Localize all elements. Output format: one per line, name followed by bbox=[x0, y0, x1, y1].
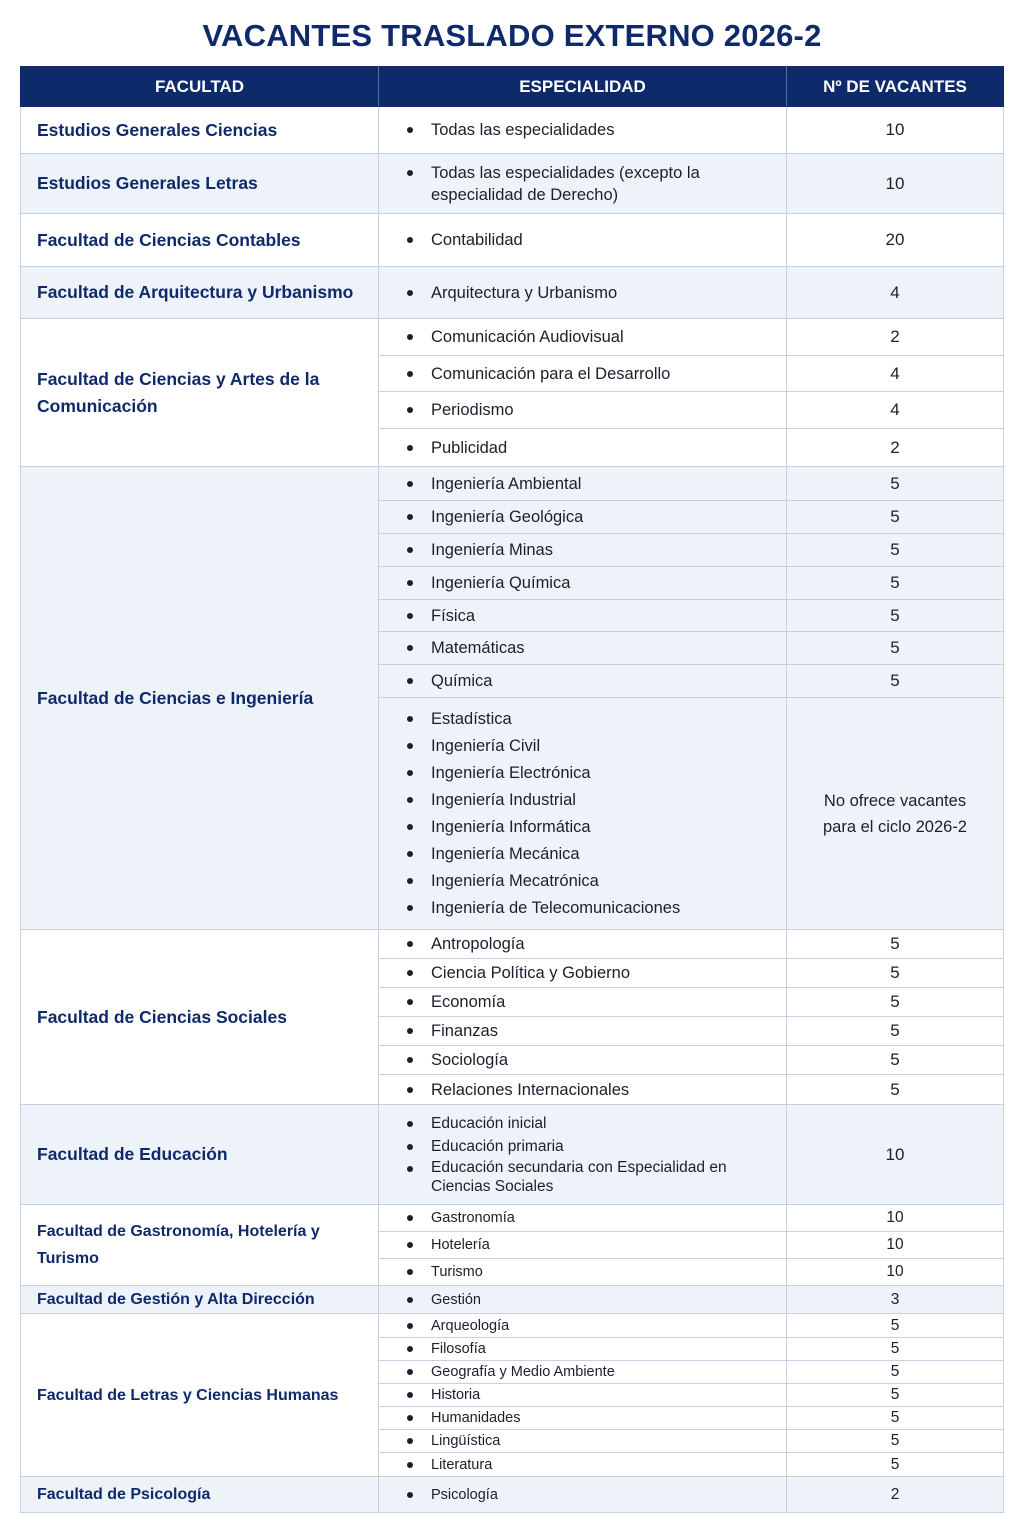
especialidad-item: Gastronomía bbox=[407, 1208, 776, 1228]
table-row bbox=[21, 319, 1004, 356]
especialidad-item: Periodismo bbox=[407, 399, 776, 421]
facultad-cell: Facultad de Psicología bbox=[21, 1477, 379, 1513]
vacantes-cell: 4 bbox=[787, 356, 1004, 392]
especialidad-item: Filosofía bbox=[407, 1339, 776, 1359]
especialidad-item: Ingeniería Ambiental bbox=[407, 473, 776, 495]
header-vacantes: Nº DE VACANTES bbox=[787, 67, 1004, 107]
vacantes-cell: 5 bbox=[787, 1453, 1004, 1477]
facultad-cell: Facultad de Ciencias e Ingeniería bbox=[21, 467, 379, 930]
table-row bbox=[21, 930, 1004, 959]
especialidad-item: Psicología bbox=[407, 1485, 776, 1505]
vacantes-cell: 5 bbox=[787, 1314, 1004, 1338]
table-row bbox=[21, 214, 1004, 267]
vacantes-cell: 5 bbox=[787, 930, 1004, 959]
vacantes-cell: 5 bbox=[787, 1384, 1004, 1407]
especialidad-item: Sociología bbox=[407, 1049, 776, 1071]
especialidad-item: Ingeniería Industrial bbox=[407, 787, 776, 814]
especialidad-item: Ingeniería Química bbox=[407, 572, 776, 594]
facultad-cell: Estudios Generales Ciencias bbox=[21, 107, 379, 154]
vacancies-table bbox=[20, 66, 1004, 1513]
group-educacion bbox=[21, 1105, 1004, 1205]
especialidad-item: Ingeniería Civil bbox=[407, 733, 776, 760]
vacantes-cell: 2 bbox=[787, 429, 1004, 467]
vacantes-cell: 2 bbox=[787, 1477, 1004, 1513]
group-psicologia bbox=[21, 1477, 1004, 1513]
vacantes-cell: 10 bbox=[787, 1259, 1004, 1286]
especialidad-item: Publicidad bbox=[407, 437, 776, 459]
especialidad-item: Literatura bbox=[407, 1455, 776, 1475]
vacantes-cell: 5 bbox=[787, 632, 1004, 665]
especialidad-item: Antropología bbox=[407, 933, 776, 955]
vacantes-cell: 5 bbox=[787, 959, 1004, 988]
group-arquitectura bbox=[21, 267, 1004, 319]
table-row bbox=[21, 107, 1004, 154]
vacantes-cell: 10 bbox=[787, 1232, 1004, 1259]
page-title: VACANTES TRASLADO EXTERNO 2026-2 bbox=[202, 18, 822, 53]
especialidad-item: Ingeniería Geológica bbox=[407, 506, 776, 528]
especialidad-item: Ciencia Política y Gobierno bbox=[407, 962, 776, 984]
especialidad-item: Comunicación para el Desarrollo bbox=[407, 363, 776, 385]
especialidad-item: Geografía y Medio Ambiente bbox=[407, 1362, 776, 1382]
especialidad-item: Ingeniería Electrónica bbox=[407, 760, 776, 787]
vacantes-cell: 5 bbox=[787, 1017, 1004, 1046]
especialidad-item: Arquitectura y Urbanismo bbox=[407, 282, 776, 304]
vacantes-cell: 5 bbox=[787, 1430, 1004, 1453]
facultad-cell: Facultad de Ciencias y Artes de la Comunicación bbox=[21, 319, 379, 467]
especialidad-item: Finanzas bbox=[407, 1020, 776, 1042]
no-vacantes-note: No ofrece vacantes para el ciclo 2026-2 bbox=[787, 698, 1004, 930]
table-row bbox=[21, 1205, 1004, 1232]
facultad-cell: Facultad de Educación bbox=[21, 1105, 379, 1205]
group-contables bbox=[21, 214, 1004, 267]
especialidad-item: Estadística bbox=[407, 706, 776, 733]
table-row bbox=[21, 154, 1004, 214]
table-row bbox=[21, 1286, 1004, 1314]
especialidad-item: Ingeniería Mecatrónica bbox=[407, 868, 776, 895]
header-facultad: FACULTAD bbox=[21, 67, 379, 107]
especialidad-item: Ingeniería Mecánica bbox=[407, 841, 776, 868]
facultad-cell: Facultad de Gestión y Alta Dirección bbox=[21, 1286, 379, 1314]
especialidad-item: Turismo bbox=[407, 1262, 776, 1282]
group-gastronomia bbox=[21, 1205, 1004, 1286]
facultad-cell: Facultad de Arquitectura y Urbanismo bbox=[21, 267, 379, 319]
especialidad-item: Matemáticas bbox=[407, 637, 776, 659]
especialidad-item: Comunicación Audiovisual bbox=[407, 326, 776, 348]
table-header-row bbox=[21, 67, 1004, 107]
vacantes-cell: 2 bbox=[787, 319, 1004, 356]
vacantes-cell: 10 bbox=[787, 1205, 1004, 1232]
vacantes-cell: 10 bbox=[787, 107, 1004, 154]
group-comunicacion bbox=[21, 319, 1004, 467]
vacantes-cell: 5 bbox=[787, 567, 1004, 600]
vacantes-cell: 5 bbox=[787, 1407, 1004, 1430]
vacantes-cell: 5 bbox=[787, 600, 1004, 632]
vacantes-cell: 5 bbox=[787, 467, 1004, 501]
group-ingenieria bbox=[21, 467, 1004, 930]
especialidad-item: Todas las especialidades bbox=[407, 119, 776, 141]
vacantes-cell: 4 bbox=[787, 267, 1004, 319]
vacantes-cell: 5 bbox=[787, 1075, 1004, 1105]
table-row bbox=[21, 1105, 1004, 1205]
table-row bbox=[21, 267, 1004, 319]
vacantes-cell: 4 bbox=[787, 392, 1004, 429]
especialidad-item: Física bbox=[407, 605, 776, 627]
vacantes-cell: 5 bbox=[787, 534, 1004, 567]
vacantes-cell: 10 bbox=[787, 154, 1004, 214]
vacantes-cell: 5 bbox=[787, 665, 1004, 698]
group-estudios-ciencias bbox=[21, 107, 1004, 154]
vacantes-cell: 5 bbox=[787, 988, 1004, 1017]
vacantes-cell: 5 bbox=[787, 1046, 1004, 1075]
facultad-cell: Facultad de Ciencias Sociales bbox=[21, 930, 379, 1105]
especialidad-item: Historia bbox=[407, 1385, 776, 1405]
especialidad-item: Ingeniería de Telecomunicaciones bbox=[407, 895, 776, 922]
vacantes-cell: 20 bbox=[787, 214, 1004, 267]
facultad-cell: Facultad de Gastronomía, Hotelería y Turismo bbox=[21, 1205, 379, 1286]
vacantes-cell: 5 bbox=[787, 501, 1004, 534]
table-row bbox=[21, 467, 1004, 501]
header-especialidad: ESPECIALIDAD bbox=[379, 67, 787, 107]
group-sociales bbox=[21, 930, 1004, 1105]
especialidad-item: Economía bbox=[407, 991, 776, 1013]
group-letras bbox=[21, 1314, 1004, 1477]
especialidad-item: Todas las especialidades (excepto la especialidad de Derecho) bbox=[407, 162, 776, 206]
vacantes-cell: 10 bbox=[787, 1105, 1004, 1205]
especialidad-item: Gestión bbox=[407, 1290, 776, 1310]
especialidad-item: Ingeniería Informática bbox=[407, 814, 776, 841]
especialidad-item: Ingeniería Minas bbox=[407, 539, 776, 561]
facultad-cell: Estudios Generales Letras bbox=[21, 154, 379, 214]
especialidad-item: Educación inicial bbox=[407, 1113, 776, 1136]
especialidad-item: Humanidades bbox=[407, 1408, 776, 1428]
vacantes-cell: 5 bbox=[787, 1338, 1004, 1361]
especialidad-item: Contabilidad bbox=[407, 229, 776, 251]
group-estudios-letras bbox=[21, 154, 1004, 214]
facultad-cell: Facultad de Letras y Ciencias Humanas bbox=[21, 1314, 379, 1477]
especialidad-item: Lingüística bbox=[407, 1431, 776, 1451]
group-gestion bbox=[21, 1286, 1004, 1314]
especialidad-item: Hotelería bbox=[407, 1235, 776, 1255]
especialidad-item: Educación primaria bbox=[407, 1136, 776, 1159]
vacantes-cell: 3 bbox=[787, 1286, 1004, 1314]
especialidad-item: Relaciones Internacionales bbox=[407, 1079, 776, 1101]
especialidad-item: Arqueología bbox=[407, 1316, 776, 1336]
table-row bbox=[21, 1477, 1004, 1513]
especialidad-item: Educación secundaria con Especialidad en Ciencias Sociales bbox=[407, 1158, 776, 1196]
especialidad-item: Química bbox=[407, 670, 776, 692]
table-row bbox=[21, 1314, 1004, 1338]
facultad-cell: Facultad de Ciencias Contables bbox=[21, 214, 379, 267]
vacantes-cell: 5 bbox=[787, 1361, 1004, 1384]
